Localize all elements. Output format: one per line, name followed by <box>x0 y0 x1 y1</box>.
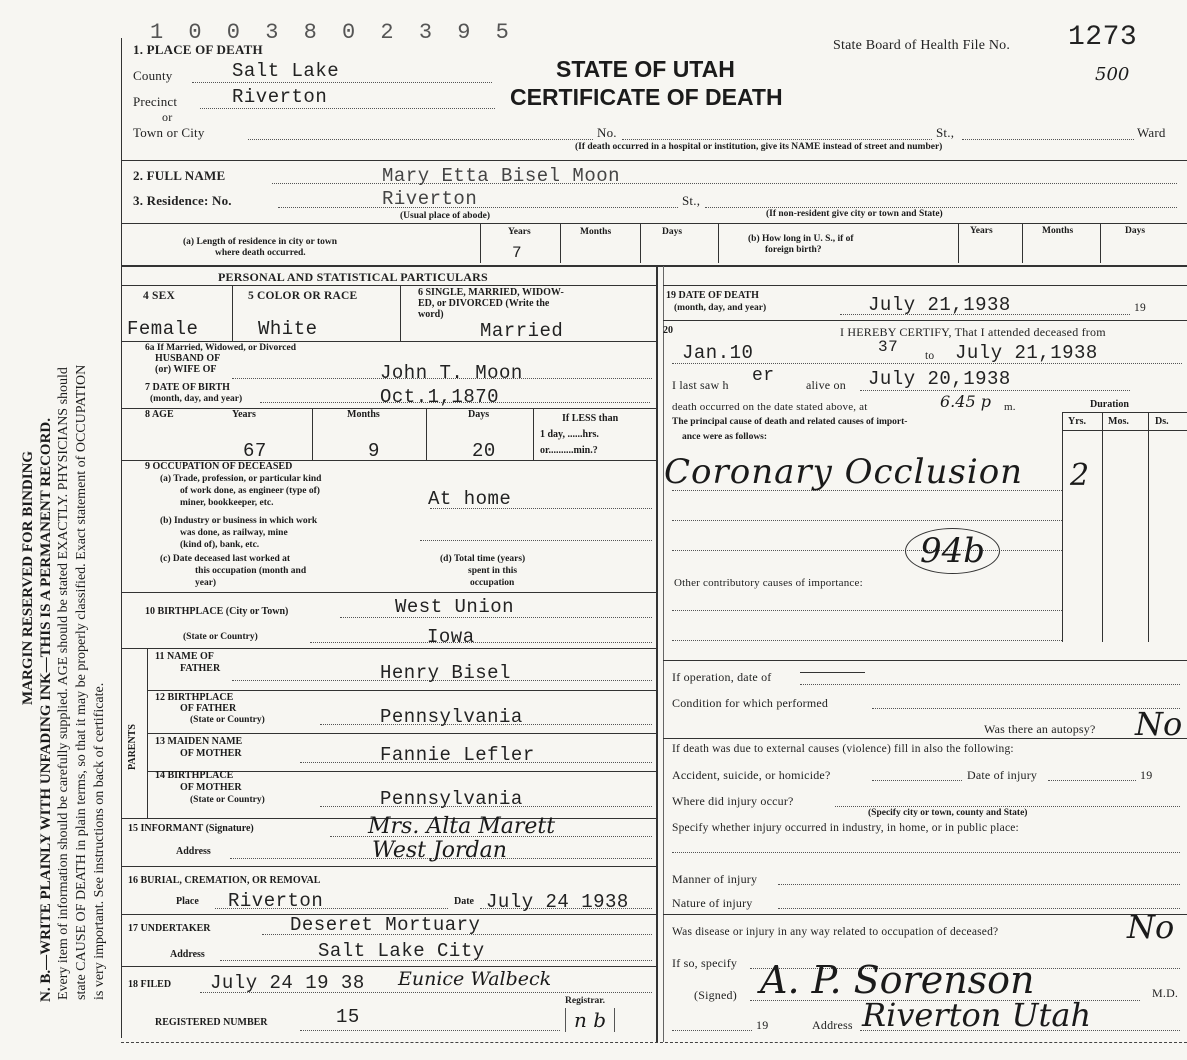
duration-days-header: Ds. <box>1155 416 1169 427</box>
occ-b-1: (b) Industry or business in which work <box>160 516 318 526</box>
duration-months-header: Mos. <box>1108 416 1129 427</box>
operation-label: If operation, date of <box>672 670 772 684</box>
dob-value: Oct.1,1870 <box>380 386 500 408</box>
mother-birthplace-label-a: 14 BIRTHPLACE <box>155 770 234 781</box>
burial-place-label: Place <box>176 896 199 907</box>
undertaker-address-value: Salt Lake City <box>318 940 485 962</box>
husband-label-c: (or) WIFE OF <box>155 364 217 375</box>
res-months-header: Months <box>580 227 612 237</box>
registration-mark: n b <box>565 1008 615 1032</box>
marital-label-c: word) <box>418 309 444 320</box>
margin-ink-note: N. B.—WRITE PLAINLY WITH UNFADING INK—THIS IS A PERMANENT RECORD. <box>38 418 54 1002</box>
physician-signature: A. P. Sorenson <box>760 958 1035 1002</box>
age-years-value: 67 <box>243 440 267 462</box>
undertaker-label: 17 UNDERTAKER <box>128 923 211 934</box>
certificate-title: CERTIFICATE OF DEATH <box>510 84 783 110</box>
condition-label: Condition for which performed <box>672 696 829 710</box>
accident-label: Accident, suicide, or homicide? <box>672 768 831 782</box>
where-injury-note: (Specify city or town, county and State) <box>868 808 1028 818</box>
informant-address-value: West Jordan <box>372 838 507 863</box>
st-label: St., <box>936 125 955 140</box>
file-note: 500 <box>1095 64 1130 85</box>
attended-from-year: 37 <box>878 338 899 356</box>
attended-to-label: to <box>925 350 935 362</box>
ward-label: Ward <box>1137 125 1166 140</box>
burial-label: 16 BURIAL, CREMATION, OR REMOVAL <box>128 875 321 886</box>
full-name-label: 2. FULL NAME <box>133 168 226 183</box>
duration-years-header: Yrs. <box>1068 416 1087 427</box>
margin-binding-note: MARGIN RESERVED FOR BINDING <box>20 450 36 705</box>
registered-number-value: 15 <box>336 1006 360 1028</box>
if-so-label: If so, specify <box>672 956 738 970</box>
margin-instructions-3: is very important. See instructions on back of certificate. <box>92 682 107 1000</box>
us-years-header: Years <box>970 226 993 236</box>
registrar-signature: Eunice Walbeck <box>398 968 552 990</box>
town-label: Town or City <box>133 125 205 140</box>
occupation-related-value: No <box>1127 908 1175 946</box>
undertaker-value: Deseret Mortuary <box>290 914 481 936</box>
father-label-a: 11 NAME OF <box>155 651 214 662</box>
less-label-b: 1 day, ......hrs. <box>540 429 599 440</box>
us-residence-label-a: (b) How long in U. S., if of <box>748 234 854 244</box>
death-occurred-label: death occurred on the date stated above, at <box>672 401 868 413</box>
date-of-death-value: July 21,1938 <box>868 294 1011 316</box>
injury-date-19: 19 <box>1140 768 1153 782</box>
informant-label: 15 INFORMANT (Signature) <box>128 823 254 834</box>
hospital-note: (If death occurred in a hospital or institution, give its NAME instead of street and number) <box>575 142 943 152</box>
personal-heading: PERSONAL AND STATISTICAL PARTICULARS <box>218 270 488 284</box>
cause-intro-b: ance were as follows: <box>682 432 768 442</box>
husband-label-a: 6a If Married, Widowed, or Divorced <box>145 343 297 353</box>
no-label: No. <box>597 125 617 140</box>
color-value: White <box>258 318 318 340</box>
date-of-death-label-a: 19 DATE OF DEATH <box>666 290 759 301</box>
nonresident-note: (If non-resident give city or town and State) <box>766 209 943 219</box>
age-months-header: Months <box>347 409 380 420</box>
birthplace-state-value: Iowa <box>427 626 475 648</box>
res-years-header: Years <box>508 227 531 237</box>
md-label: M.D. <box>1152 986 1179 1000</box>
date-of-death-19: 19 <box>1134 302 1146 314</box>
autopsy-value: No <box>1135 705 1183 743</box>
husband-label-b: HUSBAND OF <box>155 353 221 364</box>
file-label: State Board of Health File No. <box>833 38 1011 53</box>
precinct-label: Precinct <box>133 94 178 109</box>
physician-address-value: Riverton Utah <box>862 996 1092 1034</box>
injury-date-label: Date of injury <box>967 768 1038 782</box>
res-years-value: 7 <box>512 244 523 262</box>
color-label: 5 COLOR OR RACE <box>248 290 358 302</box>
last-saw-label: I last saw h <box>672 378 729 392</box>
marital-label-b: ED, or DIVORCED (Write the <box>418 298 550 309</box>
birthplace-label: 10 BIRTHPLACE (City or Town) <box>145 606 289 617</box>
residence-label: 3. Residence: No. <box>133 193 232 208</box>
nature-label: Nature of injury <box>672 896 753 910</box>
filed-label: 18 FILED <box>128 979 172 990</box>
occ-a-2: of work done, as engineer (type of) <box>180 486 320 496</box>
attended-to-value: July 21,1938 <box>955 342 1098 364</box>
signature-date-19: 19 <box>756 1018 769 1032</box>
res-days-header: Days <box>662 227 683 237</box>
margin-instructions-2: state CAUSE OF DEATH in plain terms, so that it may be properly classified. Exact statement of OCCUPATION <box>74 364 89 1000</box>
father-label-b: FATHER <box>180 663 221 674</box>
state-title: STATE OF UTAH <box>556 56 735 82</box>
us-months-header: Months <box>1042 226 1074 236</box>
us-residence-label-b: foreign birth? <box>765 245 822 255</box>
length-residence-label-b: where death occurred. <box>215 248 306 258</box>
registered-number-label: REGISTERED NUMBER <box>155 1017 268 1028</box>
dob-label-b: (month, day, and year) <box>150 394 243 404</box>
less-label-c: or..........min.? <box>540 445 598 456</box>
cause-of-death-value: Coronary Occlusion <box>664 452 1024 492</box>
last-saw-value: July 20,1938 <box>868 368 1011 390</box>
dob-label-a: 7 DATE OF BIRTH <box>145 382 230 393</box>
duration-label: Duration <box>1090 399 1129 410</box>
contributory-label: Other contributory causes of importance: <box>674 577 863 589</box>
occ-a-3: miner, bookkeeper, etc. <box>180 498 274 508</box>
occ-b-2: was done, as railway, mine <box>180 528 288 538</box>
signed-label: (Signed) <box>694 988 737 1002</box>
where-injury-label: Where did injury occur? <box>672 794 794 808</box>
margin-instructions-1: Every item of information should be carefully supplied. AGE should be stated EXACTLY. PHYSICIANS should <box>56 367 71 1000</box>
age-label: 8 AGE <box>145 409 174 420</box>
father-birthplace-label-b: OF FATHER <box>180 703 237 714</box>
cause-duration-years: 2 <box>1070 458 1090 493</box>
birthplace-city-value: West Union <box>395 596 515 618</box>
usual-abode-note: (Usual place of abode) <box>400 211 490 221</box>
occ-d-2: spent in this <box>468 566 518 576</box>
residence-value: Riverton <box>382 188 478 210</box>
mother-value: Fannie Lefler <box>380 744 535 766</box>
occ-d-3: occupation <box>470 578 515 588</box>
certify-text: I HEREBY CERTIFY, That I attended deceased from <box>840 325 1106 339</box>
parents-label: PARENTS <box>127 724 138 770</box>
age-months-value: 9 <box>368 440 380 462</box>
date-of-death-label-b: (month, day, and year) <box>674 303 767 313</box>
serial-number: 1 0 0 3 8 0 2 3 9 5 <box>150 20 515 45</box>
manner-label: Manner of injury <box>672 872 758 886</box>
autopsy-label: Was there an autopsy? <box>984 722 1096 736</box>
occupation-label: 9 OCCUPATION OF DECEASED <box>145 461 293 472</box>
occ-c-1: (c) Date deceased last worked at <box>160 554 291 564</box>
occ-b-3: (kind of), bank, etc. <box>180 540 260 550</box>
occupation-value: At home <box>428 488 512 510</box>
residence-st-label: St., <box>682 193 701 208</box>
less-label-a: If LESS than <box>562 413 619 424</box>
husband-value: John T. Moon <box>380 362 523 384</box>
external-causes-label: If death was due to external causes (violence) fill in also the following: <box>672 743 1014 755</box>
mother-birthplace-label-c: (State or Country) <box>190 795 265 805</box>
mother-birthplace-label-b: OF MOTHER <box>180 782 242 793</box>
place-heading: 1. PLACE OF DEATH <box>133 42 263 57</box>
county-value: Salt Lake <box>232 60 340 82</box>
alive-on-label: alive on <box>806 378 846 392</box>
father-birthplace-label-a: 12 BIRTHPLACE <box>155 692 234 703</box>
occ-c-2: this occupation (month and <box>195 566 307 576</box>
occ-a-1: (a) Trade, profession, or particular kind <box>160 474 322 484</box>
undertaker-address-label: Address <box>170 949 205 960</box>
burial-date-value: July 24 1938 <box>486 891 629 913</box>
marital-label-a: 6 SINGLE, MARRIED, WIDOW- <box>418 287 564 298</box>
sex-label: 4 SEX <box>143 290 175 302</box>
specify-injury-label: Specify whether injury occurred in industry, in home, or in public place: <box>672 822 1019 834</box>
attended-from-value: Jan.10 <box>682 342 754 364</box>
filed-date-value: July 24 19 38 <box>210 972 365 994</box>
marital-value: Married <box>480 320 564 342</box>
cause-intro-a: The principal cause of death and related causes of import- <box>672 417 908 427</box>
certify-number: 20 <box>663 325 673 336</box>
classification-code-mark: 94b <box>905 528 1000 574</box>
or-label: or <box>162 110 173 124</box>
age-years-header: Years <box>232 409 256 420</box>
precinct-value: Riverton <box>232 86 328 108</box>
age-days-value: 20 <box>472 440 496 462</box>
death-time-m: m. <box>1004 401 1016 413</box>
county-label: County <box>133 68 173 83</box>
death-time-value: 6.45 p <box>940 392 991 411</box>
occupation-related-label: Was disease or injury in any way related to occupation of deceased? <box>672 926 999 938</box>
mother-birthplace-value: Pennsylvania <box>380 788 523 810</box>
length-residence-label-a: (a) Length of residence in city or town <box>183 237 338 247</box>
us-days-header: Days <box>1125 226 1146 236</box>
mother-label-a: 13 MAIDEN NAME <box>155 736 243 747</box>
file-number: 1273 <box>1068 22 1138 53</box>
occ-c-3: year) <box>195 578 217 588</box>
burial-date-label: Date <box>454 896 474 907</box>
father-birthplace-label-c: (State or Country) <box>190 715 265 725</box>
informant-signature: Mrs. Alta Marett <box>368 814 556 839</box>
mother-label-b: OF MOTHER <box>180 748 242 759</box>
burial-place-value: Riverton <box>228 890 324 912</box>
sex-value: Female <box>127 318 199 340</box>
birthplace-state-label: (State or Country) <box>183 632 258 642</box>
father-value: Henry Bisel <box>380 662 511 684</box>
full-name-value: Mary Etta Bisel Moon <box>382 165 621 187</box>
father-birthplace-value: Pennsylvania <box>380 706 523 728</box>
informant-address-label: Address <box>176 846 211 857</box>
registrar-label: Registrar. <box>565 996 606 1006</box>
age-days-header: Days <box>468 409 490 420</box>
physician-address-label: Address <box>812 1018 853 1032</box>
last-saw-pronoun: er <box>752 366 775 386</box>
occ-d-1: (d) Total time (years) <box>440 554 526 564</box>
